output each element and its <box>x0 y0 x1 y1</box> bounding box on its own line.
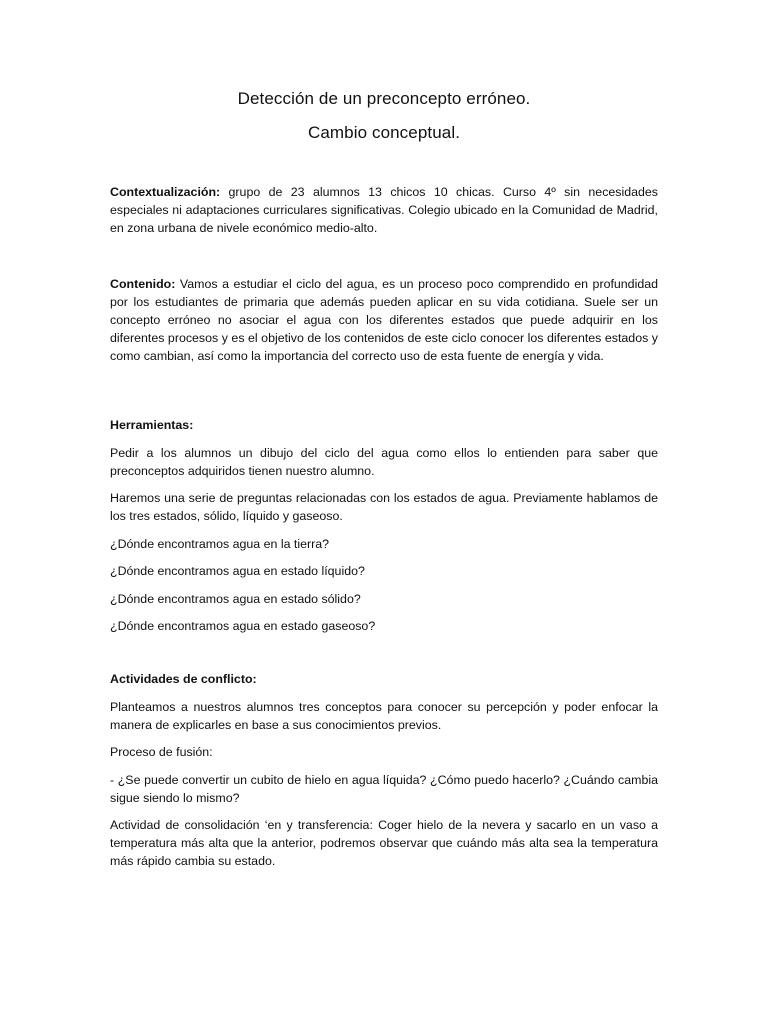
herramientas-heading: Herramientas: <box>110 418 194 432</box>
contenido-label: Contenido: <box>110 277 176 291</box>
actividades-paragraph-3: - ¿Se puede convertir un cubito de hielo en agua líquida? ¿Cómo puedo hacerlo? ¿Cuándo cambia sigue siendo lo mismo? <box>110 773 658 805</box>
herramientas-paragraph-2: Haremos una serie de preguntas relacionadas con los estados de agua. Previamente hablamos de los tres estados, sólido, líquido y gaseoso. <box>110 491 658 523</box>
actividades-heading: Actividades de conflicto: <box>110 672 257 686</box>
question-item: ¿Dónde encontramos agua en estado líquido? <box>110 564 365 578</box>
document-title: Detección de un preconcepto erróneo. <box>237 89 531 108</box>
contextualizacion-text: grupo de 23 alumnos 13 chicos 10 chicas. Curso 4º sin necesidades especiales ni adaptaciones curriculares significativas. Colegio ubicado en la Comunidad de Madrid, en zona urbana de nivele económico medio-alto. <box>110 185 658 235</box>
herramientas-paragraph-1: Pedir a los alumnos un dibujo del ciclo del agua como ellos lo entienden para saber que preconceptos adquiridos tienen nuestro alumno. <box>110 446 658 478</box>
question-item: ¿Dónde encontramos agua en la tierra? <box>110 537 330 551</box>
contenido-text: Vamos a estudiar el ciclo del agua, es un proceso poco comprendido en profundidad por los estudiantes de primaria que además pueden aplicar en su vida cotidiana. Suele ser un concepto erróneo no asociar el agua con los diferentes estados que puede adquirir en los diferentes procesos y es el objetivo de los contenidos de este ciclo conocer los diferentes estados y como cambian, así como la importancia del correcto uso de esta fuente de energía y vida. <box>110 277 658 363</box>
actividades-paragraph-1: Planteamos a nuestros alumnos tres conceptos para conocer su percepción y poder enfocar la manera de explicarles en base a sus conocimientos previos. <box>110 700 658 732</box>
question-item: ¿Dónde encontramos agua en estado gaseoso? <box>110 619 376 633</box>
question-item: ¿Dónde encontramos agua en estado sólido? <box>110 592 361 606</box>
actividades-paragraph-4: Actividad de consolidación ‘en y transferencia: Coger hielo de la nevera y sacarlo en un vaso a temperatura más alta que la anterior, podremos observar que cuándo más alta sea la temperatura más rápido cambia su estado. <box>110 818 658 868</box>
document-subtitle: Cambio conceptual. <box>307 123 461 142</box>
contextualizacion-paragraph <box>110 183 658 237</box>
contenido-paragraph <box>110 275 658 365</box>
actividades-paragraph-2: Proceso de fusión: <box>110 745 213 759</box>
contextualizacion-label: Contextualización: <box>110 185 221 199</box>
